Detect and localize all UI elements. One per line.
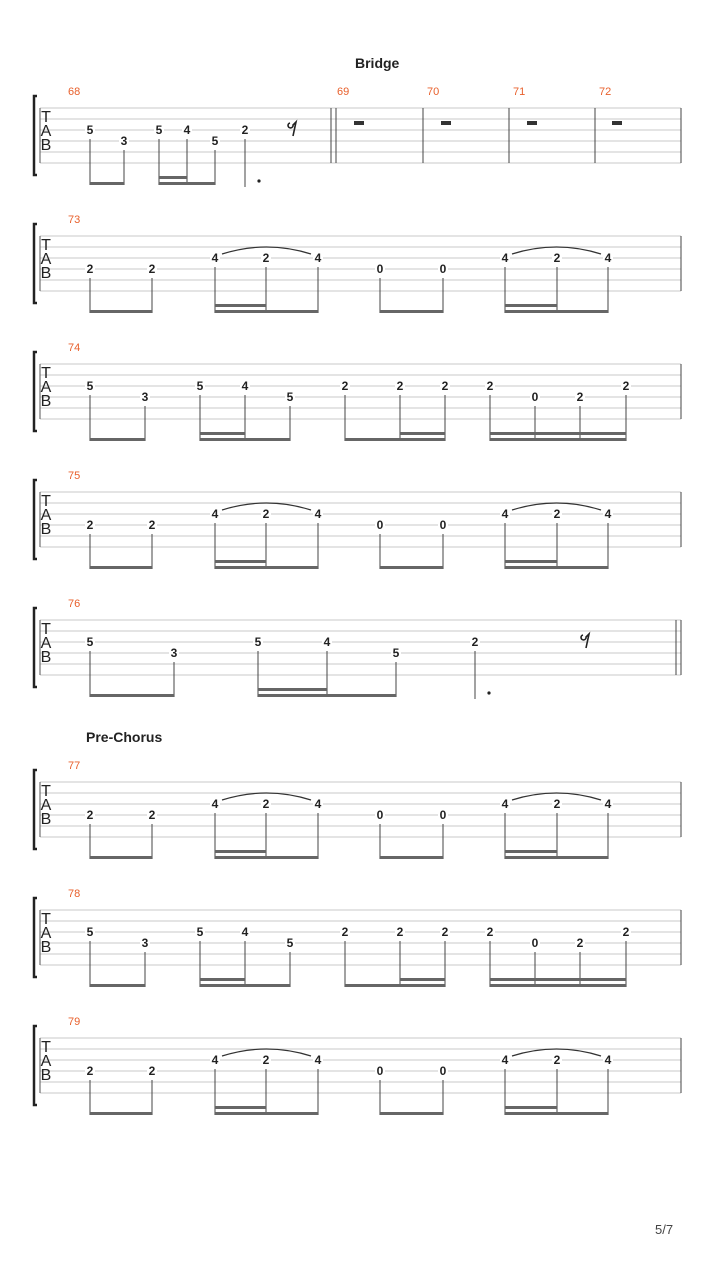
fret-number: 2 bbox=[86, 1064, 94, 1078]
tab-clef-letter: T bbox=[41, 237, 51, 254]
fret-number: 4 bbox=[604, 507, 612, 521]
fret-number: 4 bbox=[314, 797, 322, 811]
fret-number: 4 bbox=[501, 797, 509, 811]
fret-number: 4 bbox=[211, 1053, 219, 1067]
system-bracket bbox=[34, 770, 37, 849]
fret-number: 2 bbox=[471, 635, 479, 649]
fret-number: 4 bbox=[241, 379, 249, 393]
beam-secondary bbox=[159, 176, 187, 179]
tab-clef-letter: T bbox=[41, 621, 51, 638]
section-label-bridge: Bridge bbox=[355, 55, 400, 71]
system-bracket bbox=[34, 96, 37, 175]
tab-clef-letter: A bbox=[40, 635, 52, 652]
fret-number: 4 bbox=[211, 797, 219, 811]
whole-rest-icon bbox=[527, 121, 537, 125]
beam-secondary bbox=[505, 1106, 557, 1109]
fret-number: 2 bbox=[553, 1053, 561, 1067]
dotted-note-dot bbox=[487, 691, 490, 694]
measure-number: 78 bbox=[68, 888, 81, 900]
fret-number: 2 bbox=[486, 925, 494, 939]
tab-clef-letter: T bbox=[41, 109, 51, 126]
system-bracket bbox=[34, 898, 37, 977]
fret-number: 5 bbox=[86, 635, 94, 649]
whole-rest-icon bbox=[612, 121, 622, 125]
beam bbox=[490, 438, 626, 441]
fret-number: 4 bbox=[323, 635, 331, 649]
measure-number: 68 bbox=[68, 86, 81, 98]
beam bbox=[200, 438, 290, 441]
fret-number: 4 bbox=[183, 123, 191, 137]
beam-secondary bbox=[215, 304, 266, 307]
beam-secondary bbox=[215, 850, 266, 853]
beam-secondary bbox=[490, 432, 626, 435]
beam bbox=[505, 310, 608, 313]
fret-number: 2 bbox=[553, 797, 561, 811]
beam bbox=[90, 310, 152, 313]
beam bbox=[380, 1112, 443, 1115]
fret-number: 2 bbox=[86, 808, 94, 822]
fret-number: 5 bbox=[286, 390, 294, 404]
fret-number: 5 bbox=[286, 936, 294, 950]
fret-number: 2 bbox=[262, 1053, 270, 1067]
beam-secondary bbox=[215, 560, 266, 563]
measure-number: 70 bbox=[427, 86, 440, 98]
fret-number: 0 bbox=[439, 262, 447, 276]
fret-number: 2 bbox=[86, 262, 94, 276]
fret-number: 5 bbox=[86, 379, 94, 393]
fret-number: 2 bbox=[396, 379, 404, 393]
fret-number: 2 bbox=[262, 797, 270, 811]
beam bbox=[90, 694, 174, 697]
system-bracket bbox=[34, 608, 37, 687]
eighth-rest-icon bbox=[581, 634, 589, 648]
fret-number: 2 bbox=[148, 1064, 156, 1078]
fret-number: 2 bbox=[262, 251, 270, 265]
fret-number: 2 bbox=[148, 518, 156, 532]
fret-number: 2 bbox=[576, 390, 584, 404]
fret-number: 5 bbox=[155, 123, 163, 137]
page-number: 5/7 bbox=[655, 1222, 674, 1237]
beam bbox=[345, 438, 445, 441]
beam-secondary bbox=[215, 1106, 266, 1109]
fret-number: 5 bbox=[254, 635, 262, 649]
fret-number: 0 bbox=[531, 936, 539, 950]
fret-number: 0 bbox=[439, 518, 447, 532]
fret-number: 3 bbox=[170, 646, 178, 660]
beam-secondary bbox=[490, 978, 626, 981]
measure-number: 79 bbox=[68, 1016, 81, 1028]
whole-rest-icon bbox=[441, 121, 451, 125]
system-bracket bbox=[34, 480, 37, 559]
fret-number: 2 bbox=[622, 925, 630, 939]
fret-number: 3 bbox=[141, 390, 149, 404]
beam bbox=[215, 856, 318, 859]
tab-clef-letter: B bbox=[40, 1067, 52, 1084]
fret-number: 3 bbox=[120, 134, 128, 148]
fret-number: 0 bbox=[376, 1064, 384, 1078]
tab-clef-letter: A bbox=[40, 797, 52, 814]
fret-number: 2 bbox=[262, 507, 270, 521]
fret-number: 0 bbox=[376, 808, 384, 822]
tab-clef-letter: A bbox=[40, 507, 52, 524]
fret-number: 0 bbox=[439, 1064, 447, 1078]
beam-secondary bbox=[400, 432, 445, 435]
fret-number: 2 bbox=[148, 262, 156, 276]
fret-number: 2 bbox=[441, 379, 449, 393]
beam bbox=[90, 1112, 152, 1115]
dotted-note-dot bbox=[257, 179, 260, 182]
section-label-pre-chorus: Pre-Chorus bbox=[86, 729, 163, 745]
tab-clef-letter: T bbox=[41, 1039, 51, 1056]
tab-clef-letter: A bbox=[40, 1053, 52, 1070]
fret-number: 5 bbox=[86, 123, 94, 137]
fret-number: 2 bbox=[553, 251, 561, 265]
fret-number: 5 bbox=[211, 134, 219, 148]
beam-secondary bbox=[200, 978, 245, 981]
tab-clef-letter: A bbox=[40, 379, 52, 396]
fret-number: 5 bbox=[196, 379, 204, 393]
fret-number: 5 bbox=[86, 925, 94, 939]
beam-secondary bbox=[400, 978, 445, 981]
eighth-rest-icon bbox=[288, 122, 296, 136]
beam bbox=[90, 856, 152, 859]
beam bbox=[490, 984, 626, 987]
tab-clef-letter: T bbox=[41, 911, 51, 928]
beam-secondary bbox=[505, 304, 557, 307]
beam bbox=[380, 310, 443, 313]
tab-clef-letter: T bbox=[41, 783, 51, 800]
measure-number: 76 bbox=[68, 598, 81, 610]
beam bbox=[90, 438, 145, 441]
fret-number: 5 bbox=[196, 925, 204, 939]
system-bracket bbox=[34, 224, 37, 303]
measure-number: 72 bbox=[599, 86, 612, 98]
beam bbox=[90, 182, 124, 185]
beam bbox=[505, 856, 608, 859]
beam bbox=[159, 182, 215, 185]
fret-number: 2 bbox=[341, 925, 349, 939]
fret-number: 2 bbox=[241, 123, 249, 137]
system-bracket bbox=[34, 352, 37, 431]
fret-number: 4 bbox=[604, 251, 612, 265]
fret-number: 4 bbox=[314, 251, 322, 265]
fret-number: 4 bbox=[501, 507, 509, 521]
beam bbox=[380, 566, 443, 569]
beam-secondary bbox=[200, 432, 245, 435]
fret-number: 4 bbox=[211, 507, 219, 521]
beam bbox=[90, 984, 145, 987]
measure-number: 74 bbox=[68, 342, 81, 354]
fret-number: 2 bbox=[553, 507, 561, 521]
beam bbox=[258, 694, 396, 697]
fret-number: 4 bbox=[241, 925, 249, 939]
fret-number: 4 bbox=[501, 251, 509, 265]
beam bbox=[90, 566, 152, 569]
fret-number: 4 bbox=[501, 1053, 509, 1067]
fret-number: 5 bbox=[392, 646, 400, 660]
fret-number: 2 bbox=[622, 379, 630, 393]
whole-rest-icon bbox=[354, 121, 364, 125]
fret-number: 3 bbox=[141, 936, 149, 950]
beam-secondary bbox=[505, 560, 557, 563]
beam-secondary bbox=[258, 688, 327, 691]
tab-clef-letter: B bbox=[40, 649, 52, 666]
fret-number: 2 bbox=[486, 379, 494, 393]
beam bbox=[215, 310, 318, 313]
fret-number: 2 bbox=[148, 808, 156, 822]
beam bbox=[380, 856, 443, 859]
measure-number: 75 bbox=[68, 470, 81, 482]
fret-number: 2 bbox=[396, 925, 404, 939]
tab-clef-letter: B bbox=[40, 393, 52, 410]
tab-clef-letter: A bbox=[40, 123, 52, 140]
beam bbox=[215, 1112, 318, 1115]
fret-number: 0 bbox=[376, 518, 384, 532]
tab-clef-letter: B bbox=[40, 939, 52, 956]
measure-number: 73 bbox=[68, 214, 81, 226]
fret-number: 0 bbox=[439, 808, 447, 822]
tab-clef-letter: B bbox=[40, 265, 52, 282]
tab-clef-letter: A bbox=[40, 251, 52, 268]
beam bbox=[505, 566, 608, 569]
tab-clef-letter: A bbox=[40, 925, 52, 942]
system-bracket bbox=[34, 1026, 37, 1105]
beam bbox=[505, 1112, 608, 1115]
fret-number: 4 bbox=[314, 1053, 322, 1067]
fret-number: 4 bbox=[211, 251, 219, 265]
measure-number: 71 bbox=[513, 86, 526, 98]
beam bbox=[200, 984, 290, 987]
tab-clef-letter: T bbox=[41, 493, 51, 510]
tab-clef-letter: B bbox=[40, 811, 52, 828]
beam bbox=[215, 566, 318, 569]
fret-number: 4 bbox=[604, 797, 612, 811]
tab-clef-letter: B bbox=[40, 137, 52, 154]
fret-number: 2 bbox=[576, 936, 584, 950]
fret-number: 0 bbox=[376, 262, 384, 276]
tab-clef-letter: B bbox=[40, 521, 52, 538]
fret-number: 2 bbox=[86, 518, 94, 532]
fret-number: 0 bbox=[531, 390, 539, 404]
measure-number: 69 bbox=[337, 86, 350, 98]
tab-clef-letter: T bbox=[41, 365, 51, 382]
beam bbox=[345, 984, 445, 987]
fret-number: 4 bbox=[604, 1053, 612, 1067]
fret-number: 2 bbox=[341, 379, 349, 393]
measure-number: 77 bbox=[68, 760, 81, 772]
beam-secondary bbox=[505, 850, 557, 853]
fret-number: 2 bbox=[441, 925, 449, 939]
fret-number: 4 bbox=[314, 507, 322, 521]
